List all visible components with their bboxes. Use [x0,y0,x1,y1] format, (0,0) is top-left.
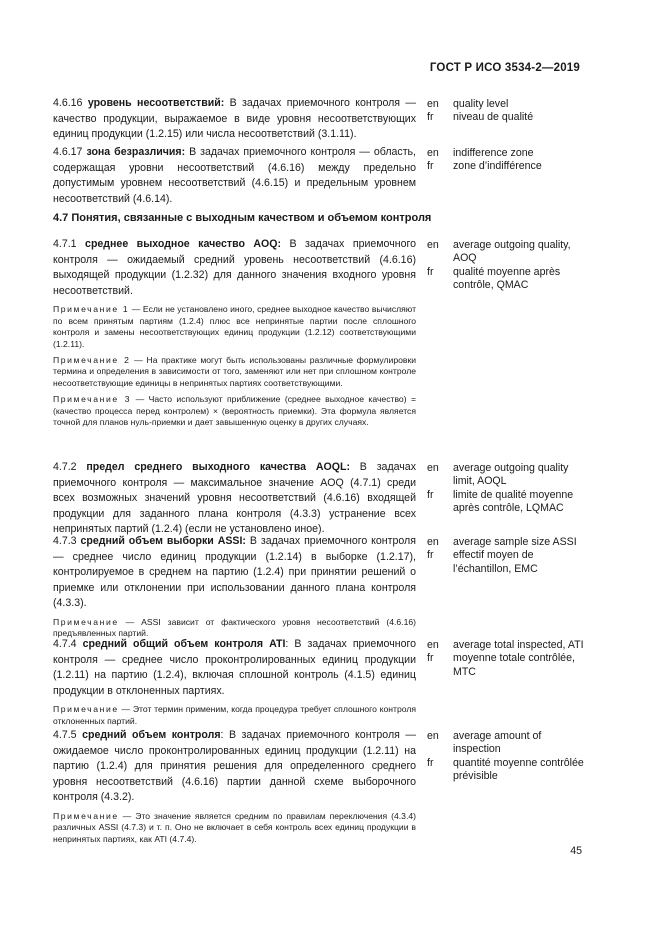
translations-4-6-16 [427,98,587,125]
term-name: средний объем контроля [82,729,221,741]
term-number: 4.6.16 [53,97,83,109]
note-1 [53,304,416,350]
note [53,811,416,845]
note-label: Примечание [53,810,119,821]
definition [53,534,416,612]
note-label: Примечание 2 [53,355,131,365]
note-label: Примечание [53,704,119,715]
term-number: 4.7.1 [53,238,77,250]
term-name: зона безразличия: [86,146,186,158]
note-label: Примечание 1 [53,304,130,315]
term-entry-4-7-4 [53,637,416,727]
translation-fr: fr niveau de qualité [427,111,534,124]
term-entry-4-7-3 [53,534,416,640]
definition-text: В задачах приемочного контроля — максимальное значение AOQ (4.7.1) среди всех возможных значений уровня несоответствий (4.6.16) входящей продукции для заданного плана контроля (4.3.3) устранение всех непринятых партий (1.2.4) (если не установлено иное). [53,461,416,536]
translation-fr: fr limite de qualité moyenne après contrôle, LQMAC [427,488,574,515]
term-name: среднее выходное качество AOQ: [85,238,282,250]
note [53,704,416,727]
definition-text: В задачах приемочного контроля — качество продукции, выражаемое в виде уровня несоответствующих единиц продукции (1.2.15) или числа несоответствий (3.1.11). [53,97,416,141]
term-entry-4-7-1 [53,237,416,428]
note-2 [53,355,416,389]
translation-fr: fr moyenne totale contrôlée, MTC [427,652,575,678]
term-number: 4.7.3 [53,535,77,547]
term-number: 4.6.17 [53,146,83,158]
note-text: — На практике могут быть использованы различные формулировки термина и определения в зависимости от того, заменяют или нет при сплошном контроле несоответствующие единицы в непринятых партиях соответствующими. [53,355,417,388]
note-text: — Если не установлено иного, среднее выходное качество вычисляют по всем принятым партиям (1.2.4) плюс все непринятые партии после сплошного контроля и замены несоответствующих единиц продукции (1.2.12) соответствующими (1.2.11). [53,304,417,349]
definition [53,728,416,806]
definition [53,460,416,538]
note-text: — Этот термин применим, когда процедура требует сплошного контроля отклоненных партий. [53,704,416,726]
term-name: предел среднего выходного качества AOQL: [86,461,350,473]
section-title: 4.7 Понятия, связанные с выходным качеством и объемом контроля [53,212,432,224]
definition-text: : В задачах приемочного контроля — среднее число проконтролированных единиц продукции (1.2.11) на партию (1.2.4), включая сплошной контроль (4.1.5) единиц продукции в отклоненных партиях. [53,638,416,697]
note-3 [53,394,416,428]
definition-text: : В задачах приемочного контроля — ожидаемое число проконтролированных единиц продукции (1.2.11) на партию (1.2.4) для принятия решения для определенного среднего уровня несоответствий (4.6.16) партии данной схеме выборочного контроля (4.3.2). [53,729,416,804]
translation-en: en average total inspected, ATI [427,639,584,651]
definition [53,637,416,699]
translations-4-6-17 [427,147,587,174]
term-number: 4.7.4 [53,638,77,650]
term-name: средний общий объем контроля ATI [82,638,286,650]
note-text: — Часто используют приближение (среднее выходное качество) = (качество процесса перед контролем) × (вероятность приемки). Эта формула является точной для планов нуль-приемки и дает завышенную оценку в других случаях. [53,394,416,428]
translation-en: en average outgoing quality limit, AOQL [427,462,569,488]
translation-en: en quality level [427,98,509,110]
note-label: Примечание [53,616,119,627]
translation-en: en average amount of inspection [427,730,542,756]
translations-4-7-1 [427,239,587,293]
translations-4-7-3 [427,536,587,576]
term-entry-4-6-16 [53,96,416,143]
term-entry-4-6-17 [53,145,416,207]
translations-4-7-2 [427,462,587,516]
term-entry-4-7-5 [53,728,416,845]
translation-en: en average sample size ASSI [427,536,577,548]
translations-4-7-4 [427,639,587,679]
translation-fr: fr zone d’indifférence [427,160,542,173]
definition-text: В задачах приемочного контроля — среднее число единиц продукции (1.2.14) в выборке (1.2.17), контролируемое в среднем на партию (1.2.4) при принятии решений о приемке или отклонении при использовании данного плана контроля (4.3.3). [53,535,416,610]
translations-4-7-5 [427,730,587,784]
translation-fr: fr quantité moyenne contrôlée prévisible [427,756,584,783]
translation-en: en average outgoing quality, AOQ [427,239,571,265]
term-name: уровень несоответствий: [87,97,225,109]
translation-en: en indifference zone [427,147,534,159]
translation-fr: fr qualité moyenne après contrôle, QMAC [427,265,561,292]
translation-fr: fr effectif moyen de l’échantillon, EMC [427,549,538,575]
term-name: средний объем выборки ASSI: [80,535,246,547]
definition [53,96,416,143]
definition [53,237,416,299]
note-text: — Это значение является средним по правилам переключения (4.3.4) различных ASSI (4.7.3) и т. п. Оно не включает в себя контроль всех единиц продукции в непринятых партиях, как ATI (4.7.4). [53,810,416,844]
document-header: ГОСТ Р ИСО 3534-2—2019 [429,62,580,74]
note-label: Примечание 3 [53,394,132,405]
note-text: — ASSI зависит от фактического уровня несоответствий (4.6.16) предъявленных партий. [53,616,416,639]
definition-text: В задачах приемочного контроля — ожидаемый средний уровень несоответствий (4.6.16) выходящей продукции (1.2.32) для данного значения входного уровня несоответствий. [53,238,416,297]
term-entry-4-7-2 [53,460,416,538]
definition-text: В задачах приемочного контроля — область, содержащая уровни несоответствий (4.6.16) между предельно допустимым уровнем несоответствий (4.6.15) и предельным уровнем несоответствий (4.6.14). [53,146,417,205]
term-number: 4.7.5 [53,729,77,741]
definition [53,145,416,207]
page-number: 45 [570,845,582,857]
term-number: 4.7.2 [53,461,77,473]
